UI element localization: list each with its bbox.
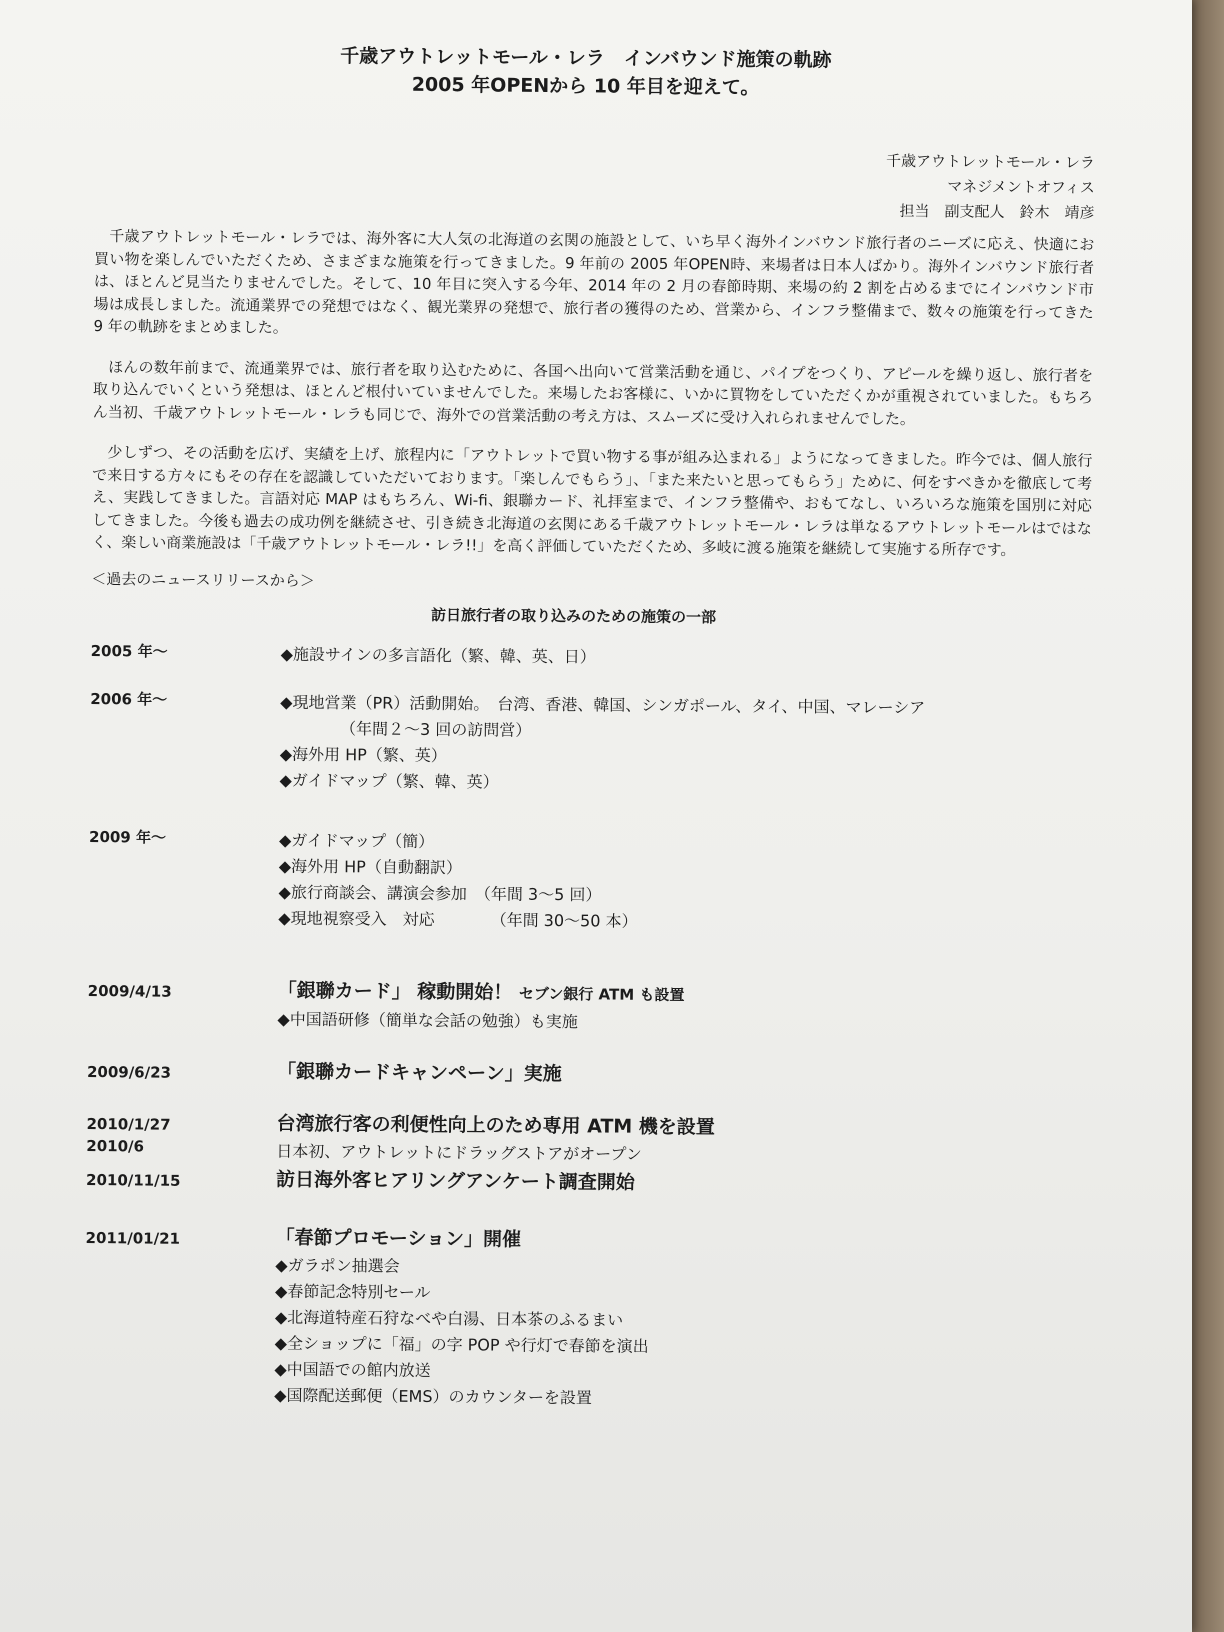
entry-item: ◆現地視察受入 対応 （年間 30～50 本）: [278, 908, 638, 931]
entry-headline: 台湾旅行客の利便性向上のため専用 ATM 機を設置: [276, 1112, 715, 1138]
entry-item: ◆旅行商談会、講演会参加 （年間 3～5 回）: [278, 882, 602, 904]
entry-item: ◆海外用 HP（繁、英）: [279, 744, 447, 765]
entry-item: ◆ガラポン抽選会: [275, 1255, 400, 1276]
timeline-entry: [87, 973, 1087, 1039]
entry-date: 2006 年～: [90, 689, 168, 709]
timeline-entry: [84, 1220, 1086, 1415]
paragraph-2: ほんの数年前まで、流通業界では、旅行者を取り込むために、各国へ出向いて営業活動を通じ、パイプをつくり、アピールを繰り返し、旅行者を取り込んでいくという発想は、ほとんど根付いていませんでした。来場したお客様に、いかに買物をしていただくかが重視されていました。もちろん当初、千歳アウトレットモール・レラも同じで、海外での営業活動の考え方は、スムーズに受け入れられませんでした。: [92, 357, 1094, 428]
headline-text: 「銀聯カード」 稼動開始！: [277, 979, 513, 1004]
entry-date: 2009/4/13: [87, 981, 172, 1001]
section-subtitle: 訪日旅行者の取り込みのための施策の一部: [430, 605, 717, 626]
entry-item: ◆施設サインの多言語化（繁、韓、英、日）: [280, 644, 596, 666]
entry-item: ◆海外用 HP（自動翻訳）: [278, 856, 462, 877]
document-body: [84, 40, 1096, 1415]
entry-item: ◆中国語での館内放送: [274, 1359, 431, 1380]
entry-item: ◆北海道特産石狩なべや白湯、日本茶のふるまい: [274, 1307, 624, 1330]
timeline-entry: [89, 687, 1090, 800]
entry-item: ◆現地営業（PR）活動開始。 台湾、香港、韓国、シンガポール、タイ、中国、マレーシア: [280, 692, 926, 717]
author-office: マネジメントオフィス: [947, 177, 1095, 197]
title-line-1: 千歳アウトレットモール・レラ インバウンド施策の軌跡: [340, 45, 832, 72]
author-org: 千歳アウトレットモール・レラ: [885, 151, 1096, 172]
entry-item: ◆春節記念特別セール: [275, 1281, 431, 1302]
entry-date: 2005 年～: [90, 641, 168, 661]
entry-date: 2011/01/21: [85, 1228, 181, 1248]
news-release-label: ＜過去のニュースリリースから＞: [91, 569, 315, 590]
document-title: [186, 41, 986, 104]
timeline: [84, 639, 1091, 1415]
headline-note: セブン銀行 ATM も設置: [518, 984, 685, 1004]
entry-headline: 「銀聯カードキャンペーン」実施: [276, 1060, 562, 1085]
entry-item: ◆中国語研修（簡単な会話の勉強）も実施: [277, 1009, 578, 1031]
timeline-entry: [88, 825, 1089, 938]
author-person: 担当 副支配人 鈴木 靖彦: [899, 202, 1095, 222]
title-line-2: 2005 年OPENから 10 年目を迎えて。: [411, 73, 760, 99]
entry-item: ◆ガイドマップ（簡）: [278, 830, 435, 851]
paragraph-1: 千歳アウトレットモール・レラでは、海外客に大人気の北海道の玄関の施設として、いち早く海外インバウンド旅行者のニーズに応え、快適にお買い物を楽しんでいただくため、さまざまな施策を行ってきました。9 年前の 2005 年OPEN時、来場者は日本人ばかり。海外インバウンド旅行者は、ほとんど見当たりませんでした。そして、10 年目に突入する今年、2014 年の 2 月の春節時期、来場の約 2 割を占めるまでにインバウンド市場は成長しました。流通業界での発想ではなく、観光業界の発想で、旅行者の獲得のため、営業から、インフラ整備まで、数々の施策を行ってきた 9 年の軌跡をまとめました。: [93, 227, 1095, 337]
entry-date: 2010/1/27: [86, 1114, 171, 1134]
author-block: [94, 142, 1095, 226]
entry-item: （年間２～3 回の訪問営）: [339, 718, 532, 740]
entry-item: ◆国際配送郵便（EMS）のカウンターを設置: [274, 1385, 593, 1407]
entry-date: 2009/6/23: [86, 1062, 172, 1082]
entry-text: 日本初、アウトレットにドラッグストアがオープン: [276, 1141, 642, 1164]
entry-headline: 「春節プロモーション」開催: [275, 1226, 522, 1251]
timeline-entry: [91, 639, 1091, 674]
entry-date: 2010/6: [86, 1136, 145, 1155]
entry-date: 2010/11/15: [85, 1170, 181, 1190]
entry-item: ◆全ショップに「福」の字 POP や行灯で春節を演出: [274, 1333, 649, 1356]
entry-item: ◆ガイドマップ（繁、韓、英）: [279, 770, 499, 792]
entry-date: 2009 年～: [88, 827, 167, 847]
paragraph-3: 少しずつ、その活動を広げ、実績を上げ、旅程内に「アウトレットで買い物する事が組み込まれる」ようになってきました。昨今では、個人旅行で来日する方々にもその存在を認識していただいております。「楽しんでもらう」、「また来たいと思ってもらう」ために、何をすべきかを徹底して考え、実践してきました。言語対応 MAP はもちろん、Wi-fi、銀聯カード、礼拝室まで、インフラ整備や、おもてなし、いろいろな施策を国別に対応してきました。今後も過去の成功例を継続させ、引き続き北海道の玄関にある千歳アウトレットモール・レラは単なるアウトレットモールはではなく、楽しい商業施設は「千歳アウトレットモール・レラ!!」を高く評価していただくため、多岐に渡る施策を継続して実施する所存です。: [91, 443, 1093, 560]
entry-headline: 訪日海外客ヒアリングアンケート調査開始: [275, 1168, 635, 1194]
timeline-entry: [87, 1054, 1087, 1093]
